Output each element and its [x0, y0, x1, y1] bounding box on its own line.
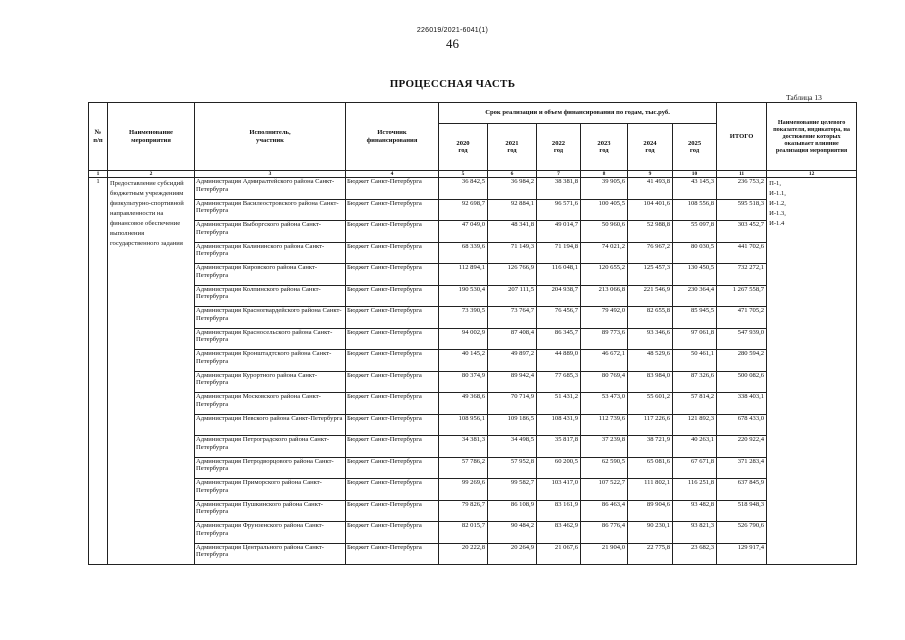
col-number: 5: [439, 171, 488, 178]
col-header-year: 2024 год: [628, 124, 673, 171]
table-row: [89, 543, 857, 565]
year-value-cell: 53 473,0: [581, 393, 628, 415]
year-value-cell: 55 601,2: [628, 393, 673, 415]
year-value-cell: 49 368,6: [439, 393, 488, 415]
total-cell: 280 594,2: [717, 350, 767, 372]
executor-cell: Администрация Петродворцового района Санкт-Петербурга: [195, 457, 346, 479]
year-value-cell: 50 960,6: [581, 221, 628, 243]
year-value-cell: 50 461,1: [673, 350, 717, 372]
year-value-cell: 108 556,8: [673, 199, 717, 221]
year-value-cell: 20 264,9: [488, 543, 537, 565]
source-cell: Бюджет Санкт-Петербурга: [346, 178, 439, 200]
source-cell: Бюджет Санкт-Петербурга: [346, 242, 439, 264]
year-value-cell: 204 938,7: [537, 285, 581, 307]
year-value-cell: 126 766,9: [488, 264, 537, 286]
col-number: 1: [89, 171, 108, 178]
total-cell: 526 790,6: [717, 522, 767, 544]
executor-cell: Администрация Пушкинского района Санкт-Петербурга: [195, 500, 346, 522]
year-value-cell: 80 030,5: [673, 242, 717, 264]
year-value-cell: 111 802,1: [628, 479, 673, 501]
year-value-cell: 38 381,8: [537, 178, 581, 200]
activity-cell: Предоставление субсидий бюджетным учреждениям физкультурно-спортивной направленности на финансовое обеспечение выполнения государственного задания: [108, 178, 195, 565]
year-value-cell: 77 685,3: [537, 371, 581, 393]
year-value-cell: 130 450,5: [673, 264, 717, 286]
year-value-cell: 38 721,9: [628, 436, 673, 458]
year-value-cell: 100 405,5: [581, 199, 628, 221]
col-number: 8: [581, 171, 628, 178]
year-value-cell: 76 967,2: [628, 242, 673, 264]
year-value-cell: 49 897,2: [488, 350, 537, 372]
year-value-cell: 86 108,9: [488, 500, 537, 522]
col-number: 2: [108, 171, 195, 178]
table-row: [89, 500, 857, 522]
year-value-cell: 109 186,5: [488, 414, 537, 436]
page-number: 46: [446, 36, 459, 51]
year-value-cell: 117 226,6: [628, 414, 673, 436]
year-value-cell: 48 529,6: [628, 350, 673, 372]
year-value-cell: 71 149,3: [488, 242, 537, 264]
year-value-cell: 92 698,7: [439, 199, 488, 221]
col-number: 10: [673, 171, 717, 178]
source-cell: Бюджет Санкт-Петербурга: [346, 479, 439, 501]
year-value-cell: 20 222,8: [439, 543, 488, 565]
year-value-cell: 76 456,7: [537, 307, 581, 329]
year-value-cell: 67 671,8: [673, 457, 717, 479]
year-value-cell: 190 530,4: [439, 285, 488, 307]
year-value-cell: 86 776,4: [581, 522, 628, 544]
executor-cell: Администрация Кировского района Санкт-Петербурга: [195, 264, 346, 286]
table-label: Таблица 13: [786, 93, 822, 102]
total-cell: 595 518,3: [717, 199, 767, 221]
year-value-cell: 57 952,8: [488, 457, 537, 479]
source-cell: Бюджет Санкт-Петербурга: [346, 307, 439, 329]
year-value-cell: 92 884,1: [488, 199, 537, 221]
source-cell: Бюджет Санкт-Петербурга: [346, 500, 439, 522]
year-value-cell: 86 345,7: [537, 328, 581, 350]
table-row: [89, 221, 857, 243]
total-cell: 518 948,3: [717, 500, 767, 522]
source-cell: Бюджет Санкт-Петербурга: [346, 436, 439, 458]
table-row: [89, 285, 857, 307]
section-title: ПРОЦЕССНАЯ ЧАСТЬ: [389, 78, 516, 90]
year-value-cell: 99 582,7: [488, 479, 537, 501]
total-cell: 547 939,0: [717, 328, 767, 350]
year-value-cell: 93 821,3: [673, 522, 717, 544]
year-value-cell: 47 049,0: [439, 221, 488, 243]
table-row: [89, 350, 857, 372]
year-value-cell: 108 431,9: [537, 414, 581, 436]
year-value-cell: 68 339,6: [439, 242, 488, 264]
source-cell: Бюджет Санкт-Петербурга: [346, 522, 439, 544]
col-number: 3: [195, 171, 346, 178]
executor-cell: Администрация Выборгского района Санкт-Петербурга: [195, 221, 346, 243]
table-row: [89, 328, 857, 350]
year-value-cell: 34 498,5: [488, 436, 537, 458]
indicator-cell: П-1, И-1.1, И-1.2, И-1.3, И-1.4: [767, 178, 857, 565]
table-row: [89, 199, 857, 221]
year-value-cell: 46 672,1: [581, 350, 628, 372]
total-cell: 732 272,1: [717, 264, 767, 286]
year-value-cell: 80 374,9: [439, 371, 488, 393]
year-value-cell: 83 161,9: [537, 500, 581, 522]
col-header-source: Источник финансирования: [346, 103, 439, 171]
source-cell: Бюджет Санкт-Петербурга: [346, 328, 439, 350]
col-number: 12: [767, 171, 857, 178]
year-value-cell: 116 251,8: [673, 479, 717, 501]
year-value-cell: 97 061,8: [673, 328, 717, 350]
table-row: [89, 414, 857, 436]
source-cell: Бюджет Санкт-Петербурга: [346, 371, 439, 393]
total-cell: 637 845,9: [717, 479, 767, 501]
year-value-cell: 125 457,3: [628, 264, 673, 286]
executor-cell: Администрация Курортного района Санкт-Петербурга: [195, 371, 346, 393]
year-value-cell: 82 015,7: [439, 522, 488, 544]
year-value-cell: 104 401,6: [628, 199, 673, 221]
table-row: [89, 371, 857, 393]
year-value-cell: 89 773,6: [581, 328, 628, 350]
table-row: [89, 479, 857, 501]
col-header-total: ИТОГО: [717, 103, 767, 171]
source-cell: Бюджет Санкт-Петербурга: [346, 393, 439, 415]
year-value-cell: 52 988,8: [628, 221, 673, 243]
year-value-cell: 221 546,9: [628, 285, 673, 307]
year-value-cell: 86 463,4: [581, 500, 628, 522]
total-cell: 500 082,6: [717, 371, 767, 393]
year-value-cell: 40 145,2: [439, 350, 488, 372]
year-value-cell: 74 021,2: [581, 242, 628, 264]
table-row: [89, 307, 857, 329]
source-cell: Бюджет Санкт-Петербурга: [346, 221, 439, 243]
year-value-cell: 57 786,2: [439, 457, 488, 479]
year-value-cell: 90 484,2: [488, 522, 537, 544]
year-value-cell: 99 269,6: [439, 479, 488, 501]
year-value-cell: 108 956,1: [439, 414, 488, 436]
year-value-cell: 37 239,8: [581, 436, 628, 458]
year-value-cell: 207 111,5: [488, 285, 537, 307]
year-value-cell: 213 066,8: [581, 285, 628, 307]
total-cell: 129 917,4: [717, 543, 767, 565]
year-value-cell: 87 408,4: [488, 328, 537, 350]
year-value-cell: 79 492,0: [581, 307, 628, 329]
col-header-year: 2025 год: [673, 124, 717, 171]
year-value-cell: 21 067,6: [537, 543, 581, 565]
year-value-cell: 36 984,2: [488, 178, 537, 200]
executor-cell: Администрация Кронштадтского района Санкт-Петербурга: [195, 350, 346, 372]
col-header-num: № п/п: [89, 103, 108, 171]
table-row: [89, 457, 857, 479]
col-header-year: 2021 год: [488, 124, 537, 171]
executor-cell: Администрация Петроградского района Санкт-Петербурга: [195, 436, 346, 458]
col-number: 9: [628, 171, 673, 178]
year-value-cell: 82 655,8: [628, 307, 673, 329]
year-value-cell: 39 905,6: [581, 178, 628, 200]
col-header-activity: Наименование мероприятия: [108, 103, 195, 171]
executor-cell: Администрация Калининского района Санкт-Петербурга: [195, 242, 346, 264]
source-cell: Бюджет Санкт-Петербурга: [346, 350, 439, 372]
total-cell: 471 705,2: [717, 307, 767, 329]
year-value-cell: 83 462,9: [537, 522, 581, 544]
col-header-year: 2020 год: [439, 124, 488, 171]
table-row: [89, 436, 857, 458]
executor-cell: Администрация Московского района Санкт-Петербурга: [195, 393, 346, 415]
source-cell: Бюджет Санкт-Петербурга: [346, 199, 439, 221]
total-cell: 441 702,6: [717, 242, 767, 264]
year-value-cell: 41 493,8: [628, 178, 673, 200]
document-number: 226019/2021-6041(1): [416, 27, 489, 34]
year-value-cell: 21 904,0: [581, 543, 628, 565]
year-value-cell: 93 482,8: [673, 500, 717, 522]
year-value-cell: 62 590,5: [581, 457, 628, 479]
year-value-cell: 79 826,7: [439, 500, 488, 522]
executor-cell: Администрация Невского района Санкт-Петербурга: [195, 414, 346, 436]
executor-cell: Администрация Приморского района Санкт-Петербурга: [195, 479, 346, 501]
year-value-cell: 60 200,5: [537, 457, 581, 479]
year-value-cell: 90 230,1: [628, 522, 673, 544]
source-cell: Бюджет Санкт-Петербурга: [346, 457, 439, 479]
year-value-cell: 112 894,1: [439, 264, 488, 286]
source-cell: Бюджет Санкт-Петербурга: [346, 543, 439, 565]
year-value-cell: 83 984,0: [628, 371, 673, 393]
table-row: [89, 522, 857, 544]
year-value-cell: 94 002,9: [439, 328, 488, 350]
year-value-cell: 230 364,4: [673, 285, 717, 307]
total-cell: 678 433,0: [717, 414, 767, 436]
year-value-cell: 49 014,7: [537, 221, 581, 243]
executor-cell: Администрация Василеостровского района Санкт-Петербурга: [195, 199, 346, 221]
year-value-cell: 65 081,6: [628, 457, 673, 479]
year-value-cell: 121 892,3: [673, 414, 717, 436]
total-cell: 303 452,7: [717, 221, 767, 243]
year-value-cell: 71 194,8: [537, 242, 581, 264]
year-value-cell: 73 390,5: [439, 307, 488, 329]
year-value-cell: 96 571,6: [537, 199, 581, 221]
executor-cell: Администрация Адмиралтейского района Санкт-Петербурга: [195, 178, 346, 200]
row-number-cell: 1: [89, 178, 108, 565]
executor-cell: Администрация Колпинского района Санкт-Петербурга: [195, 285, 346, 307]
total-cell: 220 922,4: [717, 436, 767, 458]
col-header-year: 2022 год: [537, 124, 581, 171]
year-value-cell: 93 346,6: [628, 328, 673, 350]
year-value-cell: 57 814,2: [673, 393, 717, 415]
col-number: 4: [346, 171, 439, 178]
year-value-cell: 35 817,8: [537, 436, 581, 458]
source-cell: Бюджет Санкт-Петербурга: [346, 264, 439, 286]
executor-cell: Администрация Красногвардейского района Санкт-Петербурга: [195, 307, 346, 329]
col-number: 6: [488, 171, 537, 178]
year-value-cell: 51 431,2: [537, 393, 581, 415]
col-header-period: Срок реализации и объем финансирования по годам, тыс.руб.: [439, 103, 717, 124]
year-value-cell: 48 341,8: [488, 221, 537, 243]
col-number: 11: [717, 171, 767, 178]
total-cell: 338 403,1: [717, 393, 767, 415]
year-value-cell: 43 145,3: [673, 178, 717, 200]
table-row: [89, 264, 857, 286]
year-value-cell: 70 714,9: [488, 393, 537, 415]
col-header-indicator: Наименование целевого показателя, индикатора, на достижение которых оказывает влияние реализация мероприятия: [767, 103, 857, 171]
column-number-row: [89, 171, 857, 178]
total-cell: 1 267 558,7: [717, 285, 767, 307]
table-row: [89, 393, 857, 415]
source-cell: Бюджет Санкт-Петербурга: [346, 414, 439, 436]
executor-cell: Администрация Центрального района Санкт-Петербурга: [195, 543, 346, 565]
year-value-cell: 23 682,3: [673, 543, 717, 565]
year-value-cell: 80 769,4: [581, 371, 628, 393]
year-value-cell: 112 739,6: [581, 414, 628, 436]
year-value-cell: 22 775,8: [628, 543, 673, 565]
table-row: [89, 242, 857, 264]
year-value-cell: 89 942,4: [488, 371, 537, 393]
table-row: [89, 178, 857, 200]
source-cell: Бюджет Санкт-Петербурга: [346, 285, 439, 307]
year-value-cell: 87 326,6: [673, 371, 717, 393]
executor-cell: Администрация Красносельского района Санкт-Петербурга: [195, 328, 346, 350]
total-cell: 371 283,4: [717, 457, 767, 479]
col-header-year: 2023 год: [581, 124, 628, 171]
total-cell: 236 753,2: [717, 178, 767, 200]
col-number: 7: [537, 171, 581, 178]
year-value-cell: 44 889,0: [537, 350, 581, 372]
year-value-cell: 55 097,8: [673, 221, 717, 243]
year-value-cell: 120 655,2: [581, 264, 628, 286]
year-value-cell: 40 263,1: [673, 436, 717, 458]
year-value-cell: 89 904,6: [628, 500, 673, 522]
financing-table: [88, 102, 857, 565]
year-value-cell: 36 842,5: [439, 178, 488, 200]
year-value-cell: 116 048,1: [537, 264, 581, 286]
year-value-cell: 103 417,0: [537, 479, 581, 501]
year-value-cell: 107 522,7: [581, 479, 628, 501]
year-value-cell: 85 945,5: [673, 307, 717, 329]
year-value-cell: 34 381,3: [439, 436, 488, 458]
executor-cell: Администрация Фрунзенского района Санкт-Петербурга: [195, 522, 346, 544]
col-header-executor: Исполнитель, участник: [195, 103, 346, 171]
year-value-cell: 73 764,7: [488, 307, 537, 329]
